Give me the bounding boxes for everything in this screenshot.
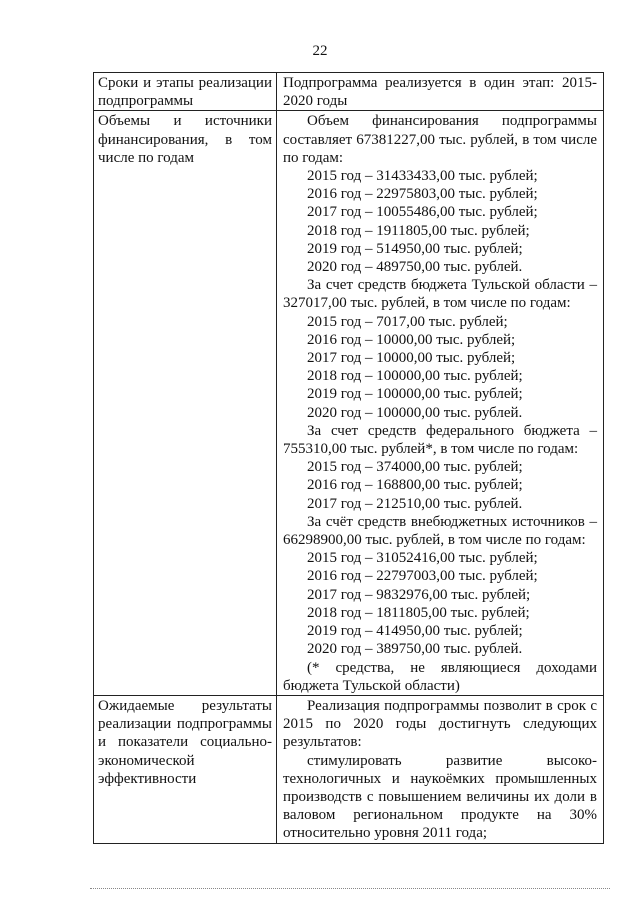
content-paragraph: стимулировать развитие высоко-технологичных и наукоёмких промышленных производств с повышением величины их доли в валовом региональном продукте на 30% относительно уровня 2011 года; [283,752,597,842]
year-amount-line: 2017 год – 212510,00 тыс. рублей. [307,495,523,512]
row-content [277,695,604,843]
year-amount-line: 2016 год – 22975803,00 тыс. рублей; [307,186,538,203]
table-row [94,73,604,111]
content-paragraph: (* средства, не являющиеся доходами бюджета Тульской области) [283,659,597,694]
year-amount-line: 2016 год – 168800,00 тыс. рублей; [307,477,523,494]
year-amount-line: 2017 год – 9832976,00 тыс. рублей; [307,586,531,603]
year-amount-line: 2018 год – 1911805,00 тыс. рублей; [307,222,530,239]
content-paragraph: Подпрограмма реализуется в один этап: 2015-2020 годы [283,75,597,110]
year-amount-line: 2015 год – 31052416,00 тыс. рублей; [307,550,538,567]
year-amount-line: 2017 год – 10000,00 тыс. рублей; [307,350,516,367]
year-amount-line: 2018 год – 100000,00 тыс. рублей; [307,368,523,385]
content-paragraph: Реализация подпрограммы позволит в срок с 2015 по 2020 годы достигнуть следующих результатов: [283,697,597,751]
year-amount-line: 2020 год – 100000,00 тыс. рублей. [307,404,523,421]
year-amount-line: 2019 год – 414950,00 тыс. рублей; [307,623,523,640]
year-amount-line: 2016 год – 22797003,00 тыс. рублей; [307,568,538,585]
content-paragraph: За счёт средств внебюджетных источников – 66298900,00 тыс. рублей, в том числе по годам: [283,513,597,549]
year-amount-line: 2020 год – 489750,00 тыс. рублей. [307,259,523,276]
page-number: 22 [312,43,328,59]
table-body [94,73,604,844]
year-amount-line: 2016 год – 10000,00 тыс. рублей; [307,331,516,348]
table-row [94,111,604,696]
year-amount-line: 2015 год – 7017,00 тыс. рублей; [307,313,508,330]
row-label: Ожидаемые результаты реализации подпрограммы и показатели социально-экономической эффективности [94,695,277,843]
year-amount-line: 2019 год – 100000,00 тыс. рублей; [307,386,523,403]
year-amount-line: 2019 год – 514950,00 тыс. рублей; [307,240,523,257]
bottom-scan-edge [90,888,610,891]
row-label: Сроки и этапы реализации подпрограммы [94,73,277,111]
row-content [277,111,604,696]
year-amount-line: 2020 год – 389750,00 тыс. рублей. [307,641,523,658]
row-label: Объемы и источники финансирования, в том числе по годам [94,111,277,696]
content-paragraph: За счет средств федерального бюджета – 755310,00 тыс. рублей*, в том числе по годам: [283,422,597,458]
table-row [94,695,604,843]
year-amount-line: 2015 год – 374000,00 тыс. рублей; [307,459,523,476]
year-amount-line: 2017 год – 10055486,00 тыс. рублей; [307,204,538,221]
year-amount-line: 2018 год – 1811805,00 тыс. рублей; [307,604,530,621]
year-amount-line: 2015 год – 31433433,00 тыс. рублей; [307,168,538,185]
content-paragraph: За счет средств бюджета Тульской области – 327017,00 тыс. рублей, в том числе по годам: [283,277,597,312]
content-paragraph: Объем финансирования подпрограммы составляет 67381227,00 тыс. рублей, в том числе по годам: [283,113,597,166]
row-content [277,73,604,111]
passport-table [93,72,604,844]
